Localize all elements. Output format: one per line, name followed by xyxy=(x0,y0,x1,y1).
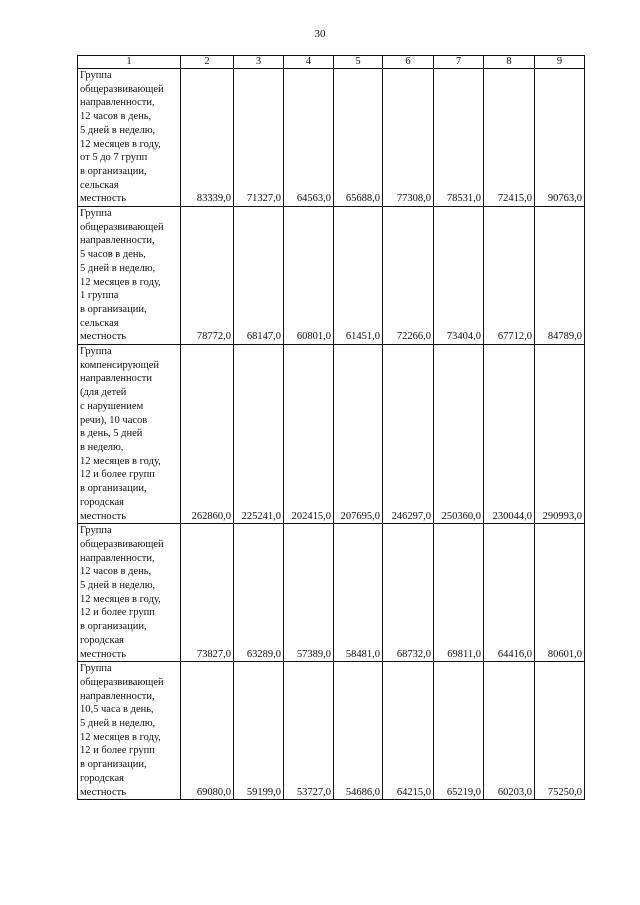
table-cell: 80601,0 xyxy=(535,524,585,662)
table-cell: 202415,0 xyxy=(284,345,334,524)
column-header: 9 xyxy=(535,56,585,69)
table-cell: 84789,0 xyxy=(535,207,585,345)
table-row xyxy=(78,345,585,524)
column-header: 6 xyxy=(383,56,434,69)
row-label: Группа общеразвивающей направленности, 10,5 часа в день, 5 дней в неделю, 12 месяцев в году, 12 и более групп в организации, городская местность xyxy=(78,662,181,800)
table-row xyxy=(78,524,585,662)
table-cell: 60203,0 xyxy=(484,662,535,800)
table-cell: 64563,0 xyxy=(284,69,334,207)
table-cell: 64215,0 xyxy=(383,662,434,800)
table-cell: 61451,0 xyxy=(334,207,383,345)
table-row xyxy=(78,207,585,345)
row-label: Группа общеразвивающей направленности, 5 часов в день, 5 дней в неделю, 12 месяцев в году, 1 группа в организации, сельская местность xyxy=(78,207,181,345)
table-row xyxy=(78,69,585,207)
table-cell: 72415,0 xyxy=(484,69,535,207)
table-cell: 83339,0 xyxy=(181,69,234,207)
table-cell: 57389,0 xyxy=(284,524,334,662)
column-header: 8 xyxy=(484,56,535,69)
table-cell: 75250,0 xyxy=(535,662,585,800)
table-cell: 64416,0 xyxy=(484,524,535,662)
table-cell: 77308,0 xyxy=(383,69,434,207)
page-number: 30 xyxy=(314,28,326,40)
table-cell: 69080,0 xyxy=(181,662,234,800)
table-cell: 73404,0 xyxy=(434,207,484,345)
table-cell: 90763,0 xyxy=(535,69,585,207)
table-row xyxy=(78,662,585,800)
table-cell: 71327,0 xyxy=(234,69,284,207)
table-cell: 262860,0 xyxy=(181,345,234,524)
column-header: 1 xyxy=(78,56,181,69)
table-cell: 225241,0 xyxy=(234,345,284,524)
table-cell: 58481,0 xyxy=(334,524,383,662)
table-cell: 54686,0 xyxy=(334,662,383,800)
table-cell: 73827,0 xyxy=(181,524,234,662)
table-cell: 78531,0 xyxy=(434,69,484,207)
table-cell: 65219,0 xyxy=(434,662,484,800)
header-row xyxy=(78,56,585,69)
column-header: 3 xyxy=(234,56,284,69)
table-cell: 68732,0 xyxy=(383,524,434,662)
row-label: Группа общеразвивающей направленности, 12 часов в день, 5 дней в неделю, 12 месяцев в году, от 5 до 7 групп в организации, сельская местность xyxy=(78,69,181,207)
column-header: 4 xyxy=(284,56,334,69)
column-header: 5 xyxy=(334,56,383,69)
table-cell: 230044,0 xyxy=(484,345,535,524)
table-cell: 53727,0 xyxy=(284,662,334,800)
table-cell: 67712,0 xyxy=(484,207,535,345)
table-cell: 250360,0 xyxy=(434,345,484,524)
table-cell: 72266,0 xyxy=(383,207,434,345)
row-label: Группа компенсирующей направленности (для детей с нарушением речи), 10 часов в день, 5 дней в неделю, 12 месяцев в году, 12 и более групп в организации, городская местность xyxy=(78,345,181,524)
table-cell: 60801,0 xyxy=(284,207,334,345)
table-cell: 290993,0 xyxy=(535,345,585,524)
table-cell: 207695,0 xyxy=(334,345,383,524)
table-cell: 65688,0 xyxy=(334,69,383,207)
row-label: Группа общеразвивающей направленности, 12 часов в день, 5 дней в неделю, 12 месяцев в году, 12 и более групп в организации, городская местность xyxy=(78,524,181,662)
column-header: 7 xyxy=(434,56,484,69)
table-cell: 69811,0 xyxy=(434,524,484,662)
table-cell: 246297,0 xyxy=(383,345,434,524)
column-header: 2 xyxy=(181,56,234,69)
data-table xyxy=(77,55,585,800)
table-cell: 68147,0 xyxy=(234,207,284,345)
table-cell: 78772,0 xyxy=(181,207,234,345)
table-cell: 63289,0 xyxy=(234,524,284,662)
table-cell: 59199,0 xyxy=(234,662,284,800)
